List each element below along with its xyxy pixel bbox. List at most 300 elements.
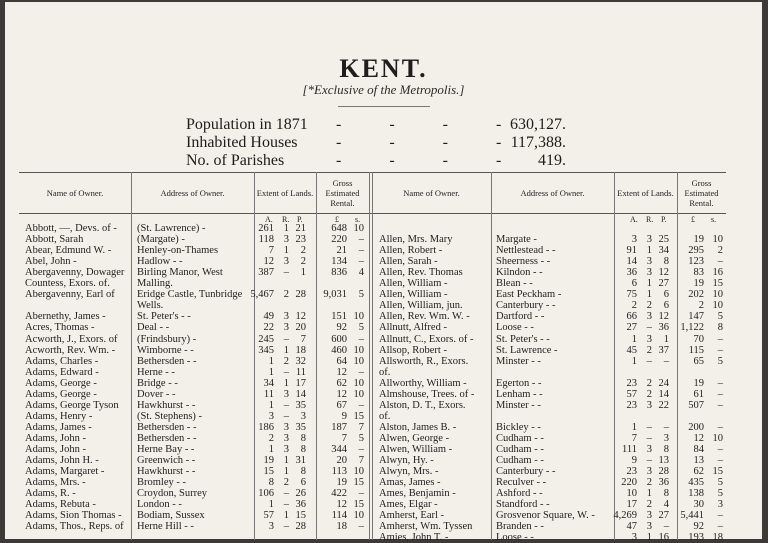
owner-address-right: Cudham - - bbox=[496, 432, 544, 444]
extent-perches-left: 2 bbox=[300, 245, 306, 257]
owner-address-left: Herne Hill - - bbox=[137, 521, 194, 533]
extent-roods-right: – bbox=[646, 322, 652, 334]
owner-address-left: Greenwich - - bbox=[137, 455, 196, 467]
extent-acres-right: 27 bbox=[626, 322, 637, 334]
owner-address-right: St. Lawrence - bbox=[496, 344, 558, 356]
owner-address-left: Hawkhurst - - bbox=[137, 399, 196, 411]
extent-perches-left: 8 bbox=[300, 432, 306, 444]
owner-address-left: Herne Bay - - bbox=[137, 444, 195, 455]
rental-shillings-right: 15 bbox=[712, 278, 723, 290]
owner-address-left: Wimborne - - bbox=[137, 344, 194, 356]
rental-shillings-left: 10 bbox=[353, 223, 364, 234]
extent-perches-left: 8 bbox=[300, 444, 306, 455]
extent-roods-left: 3 bbox=[283, 388, 289, 400]
rental-pounds-right: 19 bbox=[693, 377, 704, 389]
extent-perches-left: 15 bbox=[295, 510, 306, 522]
owner-name-left: Acres, Thomas - bbox=[25, 322, 95, 334]
owner-name-right: Amherst, Wm. Tyssen bbox=[379, 521, 473, 533]
stat-parishes bbox=[186, 152, 566, 172]
rental-shillings-left: 10 bbox=[353, 377, 364, 389]
rental-pounds-right: 507 bbox=[688, 399, 704, 411]
extent-perches-right: 27 bbox=[658, 510, 669, 522]
owner-name-right: Ames, Elgar - bbox=[379, 499, 438, 511]
extent-acres-right: 1 bbox=[631, 333, 637, 345]
extent-roods-right: 3 bbox=[646, 466, 652, 478]
owner-address-left: Dover - - bbox=[137, 388, 176, 400]
extent-roods-left: – bbox=[283, 488, 289, 500]
owner-name-right: of. bbox=[379, 366, 391, 378]
extent-roods-right: 3 bbox=[646, 311, 652, 323]
subheader-acres: A. bbox=[265, 215, 273, 224]
rental-pounds-left: 600 bbox=[331, 333, 347, 345]
extent-perches-right: – bbox=[663, 355, 669, 367]
owner-address-right: Grosvenor Square, W. - bbox=[496, 510, 595, 522]
extent-roods-right: 1 bbox=[646, 289, 652, 301]
extent-acres-left: 2 bbox=[268, 432, 274, 444]
extent-acres-right: 1 bbox=[631, 421, 637, 433]
extent-acres-left: 1 bbox=[268, 366, 274, 378]
extent-acres-left: 11 bbox=[263, 388, 274, 400]
table-row bbox=[19, 433, 726, 444]
owner-name-right: Amherst, Earl - bbox=[379, 510, 445, 522]
owner-address-right: Branden - - bbox=[496, 521, 544, 533]
owner-address-right: Lenham - - bbox=[496, 388, 543, 400]
extent-roods-right: 1 bbox=[646, 278, 652, 290]
owner-name-left: Acworth, J., Exors. of bbox=[25, 333, 118, 345]
extent-roods-right: 3 bbox=[646, 267, 652, 279]
extent-perches-left: 32 bbox=[295, 355, 306, 367]
rental-shillings-right: 10 bbox=[712, 432, 723, 444]
rental-pounds-left: 12 bbox=[336, 499, 347, 511]
stat-value: 419. bbox=[538, 152, 566, 169]
owner-address-right: Loose - - bbox=[496, 532, 534, 543]
extent-roods-left: 1 bbox=[283, 377, 289, 389]
rental-pounds-left: 344 bbox=[331, 444, 347, 455]
owner-address-left: (Frindsbury) - bbox=[137, 333, 197, 345]
extent-acres-left: 1 bbox=[268, 355, 274, 367]
extent-roods-left: 3 bbox=[283, 421, 289, 433]
extent-perches-right: 1 bbox=[663, 333, 669, 345]
owner-name-right: Almshouse, Trees. of - bbox=[379, 388, 475, 400]
stat-leader: - - - - bbox=[336, 134, 524, 151]
extent-perches-left: 8 bbox=[300, 466, 306, 478]
rental-shillings-right: – bbox=[717, 333, 723, 345]
extent-acres-right: 36 bbox=[626, 267, 637, 279]
rental-shillings-left: 10 bbox=[353, 388, 364, 400]
owner-name-left: Adams, Charles - bbox=[25, 355, 99, 367]
extent-roods-left: – bbox=[283, 399, 289, 411]
page-title: KENT. bbox=[339, 54, 428, 83]
rental-shillings-left: – bbox=[358, 521, 364, 533]
owner-address-right: St. Peter's - - bbox=[496, 333, 550, 345]
extent-perches-left: 12 bbox=[295, 311, 306, 323]
owner-address-left: Croydon, Surrey bbox=[137, 488, 207, 500]
rental-pounds-left: 12 bbox=[336, 388, 347, 400]
extent-perches-right: 8 bbox=[663, 444, 669, 455]
rental-shillings-right: – bbox=[717, 399, 723, 411]
table-row bbox=[19, 499, 726, 510]
rental-shillings-right: 16 bbox=[712, 267, 723, 279]
owner-address-right: Ashford - - bbox=[496, 488, 543, 500]
owner-address-left: Bridge - - bbox=[137, 377, 178, 389]
extent-perches-right: – bbox=[663, 521, 669, 533]
owner-name-left: Adams, George - bbox=[25, 388, 97, 400]
extent-perches-right: 8 bbox=[663, 488, 669, 500]
extent-roods-left: 3 bbox=[283, 432, 289, 444]
rental-pounds-right: 83 bbox=[693, 267, 704, 279]
extent-acres-right: 9 bbox=[631, 455, 637, 467]
rental-shillings-left: – bbox=[358, 234, 364, 246]
rental-shillings-left: 4 bbox=[358, 267, 364, 279]
extent-acres-right: 45 bbox=[626, 344, 637, 356]
extent-perches-right: 36 bbox=[658, 477, 669, 489]
table-row bbox=[19, 422, 726, 433]
rental-pounds-right: 92 bbox=[693, 521, 704, 533]
owner-name-right: Allen, Robert - bbox=[379, 245, 443, 257]
owner-name-right: Alwen, William - bbox=[379, 444, 453, 455]
extent-acres-left: 8 bbox=[268, 477, 274, 489]
rental-shillings-left: 10 bbox=[353, 466, 364, 478]
owner-name-right: Allsworth, R., Exors. bbox=[379, 355, 469, 367]
owner-address-right: Sheerness - - bbox=[496, 256, 551, 268]
rental-shillings-right: – bbox=[717, 421, 723, 433]
owner-name-right: Allen, William, jun. bbox=[379, 300, 463, 312]
stat-leader: - - - - bbox=[336, 116, 524, 133]
table-row bbox=[19, 356, 726, 367]
subheader-perches: P. bbox=[661, 215, 667, 224]
owner-address-right: East Peckham - bbox=[496, 289, 562, 301]
rental-shillings-left: – bbox=[358, 333, 364, 345]
extent-acres-left: 387 bbox=[258, 267, 274, 279]
owner-name-right: Amies, John T. - bbox=[379, 532, 449, 543]
rental-pounds-right: 115 bbox=[688, 344, 704, 356]
extent-acres-left: 106 bbox=[258, 488, 274, 500]
table-row bbox=[19, 334, 726, 345]
rental-pounds-left: 18 bbox=[336, 521, 347, 533]
rental-shillings-right: 5 bbox=[717, 355, 723, 367]
rental-pounds-left: 134 bbox=[331, 256, 347, 268]
extent-roods-left: 1 bbox=[283, 344, 289, 356]
rental-shillings-left: 10 bbox=[353, 355, 364, 367]
extent-acres-left: 118 bbox=[258, 234, 274, 246]
extent-perches-left: 11 bbox=[295, 366, 306, 378]
extent-roods-left: 3 bbox=[283, 311, 289, 323]
extent-perches-left: 1 bbox=[300, 267, 306, 279]
rental-pounds-left: 220 bbox=[331, 234, 347, 246]
owner-address-right: Minster - - bbox=[496, 399, 541, 411]
extent-acres-left: 7 bbox=[268, 245, 274, 257]
owner-address-right: Cudham - - bbox=[496, 444, 544, 455]
owner-name-left: Adams, R. - bbox=[25, 488, 76, 500]
owner-address-left: St. Peter's - - bbox=[137, 311, 191, 323]
extent-acres-right: 17 bbox=[626, 499, 637, 511]
extent-acres-right: 14 bbox=[626, 256, 637, 268]
rental-shillings-left: 5 bbox=[358, 432, 364, 444]
extent-perches-right: 14 bbox=[658, 388, 669, 400]
rental-shillings-right: – bbox=[717, 256, 723, 268]
extent-roods-right: – bbox=[646, 455, 652, 467]
extent-roods-left: – bbox=[283, 499, 289, 511]
rental-shillings-right: – bbox=[717, 377, 723, 389]
owner-name-right: Alwyn, Hy. - bbox=[379, 455, 434, 467]
owner-address-left: (St. Stephens) - bbox=[137, 410, 203, 422]
table-row bbox=[19, 367, 726, 378]
rental-shillings-left: 7 bbox=[358, 421, 364, 433]
table-row bbox=[19, 378, 726, 389]
extent-perches-right: 24 bbox=[658, 377, 669, 389]
owner-name-left: Adams, Thos., Reps. of bbox=[25, 521, 124, 533]
extent-acres-left: 22 bbox=[263, 322, 274, 334]
extent-roods-left: 1 bbox=[283, 455, 289, 467]
table-row bbox=[19, 466, 726, 477]
extent-roods-left: 3 bbox=[283, 256, 289, 268]
owner-name-left: Adams, James - bbox=[25, 421, 92, 433]
owner-name-right: Allnutt, C., Exors. of - bbox=[379, 333, 474, 345]
owner-address-left: Henley-on-Thames bbox=[137, 245, 219, 257]
header-name-left: Name of Owner. bbox=[46, 188, 104, 198]
rental-shillings-right: – bbox=[717, 444, 723, 455]
extent-perches-left: 14 bbox=[295, 388, 306, 400]
rental-shillings-left: – bbox=[358, 366, 364, 378]
extent-perches-right: 6 bbox=[663, 300, 669, 312]
extent-roods-right: 3 bbox=[646, 333, 652, 345]
table-row bbox=[19, 400, 726, 411]
subheader-pounds: £ bbox=[335, 215, 339, 224]
owner-address-left: London - - bbox=[137, 499, 182, 511]
extent-acres-right: 23 bbox=[626, 399, 637, 411]
table-row bbox=[19, 289, 726, 300]
owner-address-right: Reculver - - bbox=[496, 477, 547, 489]
extent-acres-left: 19 bbox=[263, 455, 274, 467]
extent-roods-left: 3 bbox=[283, 444, 289, 455]
rental-pounds-left: 64 bbox=[336, 355, 347, 367]
rental-pounds-left: 151 bbox=[331, 311, 347, 323]
rental-shillings-left: 15 bbox=[353, 410, 364, 422]
rental-shillings-right: 5 bbox=[717, 488, 723, 500]
rental-pounds-left: 113 bbox=[331, 466, 347, 478]
extent-acres-left: 186 bbox=[258, 421, 274, 433]
owner-address-right: Egerton - - bbox=[496, 377, 542, 389]
extent-roods-right: 2 bbox=[646, 499, 652, 511]
extent-roods-right: 1 bbox=[646, 488, 652, 500]
rental-pounds-right: 61 bbox=[693, 388, 704, 400]
extent-perches-right: 12 bbox=[658, 267, 669, 279]
table-row bbox=[19, 389, 726, 400]
owner-name-left: Adams, John - bbox=[25, 432, 86, 444]
rental-pounds-right: 2 bbox=[698, 300, 704, 312]
rental-shillings-left: – bbox=[358, 399, 364, 411]
extent-perches-left: 17 bbox=[295, 377, 306, 389]
extent-perches-left: 23 bbox=[295, 234, 306, 246]
owner-name-left: Abbott, —, Devs. of - bbox=[25, 223, 117, 234]
owner-name-left: Adams, Edward - bbox=[25, 366, 99, 378]
rental-pounds-right: 147 bbox=[688, 311, 704, 323]
rental-shillings-right: 10 bbox=[712, 300, 723, 312]
rental-pounds-right: 84 bbox=[693, 444, 704, 455]
owner-address-left: Bethersden - - bbox=[137, 421, 197, 433]
stat-leader: - - - - bbox=[336, 152, 524, 169]
extent-acres-left: 3 bbox=[268, 521, 274, 533]
extent-acres-right: 57 bbox=[626, 388, 637, 400]
extent-acres-right: 6 bbox=[631, 278, 637, 290]
rental-pounds-right: 12 bbox=[693, 432, 704, 444]
table-row bbox=[19, 278, 726, 289]
owner-name-left: Abernethy, James - bbox=[25, 311, 106, 323]
owner-address-left: (Margate) - bbox=[137, 234, 185, 246]
owner-address-left: Birling Manor, West bbox=[137, 267, 223, 279]
rental-shillings-left: 5 bbox=[358, 322, 364, 334]
table-row bbox=[19, 223, 726, 234]
owner-address-left: Bromley - - bbox=[137, 477, 186, 489]
extent-roods-right: – bbox=[646, 421, 652, 433]
extent-perches-left: 35 bbox=[295, 399, 306, 411]
owner-address-right: Margate - bbox=[496, 234, 537, 246]
owner-name-left: Abel, John - bbox=[25, 256, 77, 268]
extent-perches-right: 22 bbox=[658, 399, 669, 411]
owner-name-left: Adams, Margaret - bbox=[25, 466, 105, 478]
rental-pounds-left: 9 bbox=[341, 410, 347, 422]
extent-perches-left: 31 bbox=[295, 455, 306, 467]
owner-name-left: Adams, Mrs. - bbox=[25, 477, 86, 489]
rental-shillings-left: 10 bbox=[353, 344, 364, 356]
extent-acres-right: 4,269 bbox=[613, 510, 637, 522]
owner-address-left: Herne - - bbox=[137, 366, 175, 378]
extent-acres-left: 3 bbox=[268, 410, 274, 422]
rental-shillings-right: – bbox=[717, 521, 723, 533]
subheader-acres: A. bbox=[630, 215, 638, 224]
extent-roods-right: 3 bbox=[646, 399, 652, 411]
extent-acres-right: 111 bbox=[622, 444, 637, 455]
extent-roods-right: 2 bbox=[646, 344, 652, 356]
rental-shillings-right: – bbox=[717, 388, 723, 400]
rental-pounds-right: 5,441 bbox=[680, 510, 704, 522]
rental-shillings-right: 3 bbox=[717, 499, 723, 511]
rental-shillings-left: – bbox=[358, 444, 364, 455]
owner-name-left: Adams, Henry - bbox=[25, 410, 93, 422]
extent-roods-left: 1 bbox=[283, 245, 289, 257]
rental-pounds-right: 435 bbox=[688, 477, 704, 489]
extent-roods-right: 3 bbox=[646, 521, 652, 533]
table-row bbox=[19, 488, 726, 499]
rental-pounds-left: 460 bbox=[331, 344, 347, 356]
owner-name-right: Allsop, Robert - bbox=[379, 344, 447, 356]
owner-name-right: Allen, Sarah - bbox=[379, 256, 438, 268]
header-address-left: Address of Owner. bbox=[160, 188, 225, 198]
extent-acres-right: 220 bbox=[621, 477, 637, 489]
extent-perches-right: 3 bbox=[663, 432, 669, 444]
extent-roods-right: 3 bbox=[646, 234, 652, 246]
extent-acres-left: 49 bbox=[263, 311, 274, 323]
owner-address-right: Kilndon - - bbox=[496, 267, 543, 279]
extent-roods-right: 2 bbox=[646, 477, 652, 489]
extent-perches-right: 16 bbox=[658, 532, 669, 543]
extent-roods-left: 3 bbox=[283, 234, 289, 246]
rental-shillings-left: – bbox=[358, 245, 364, 257]
rental-pounds-right: 19 bbox=[693, 278, 704, 290]
rental-pounds-right: 1,122 bbox=[680, 322, 704, 334]
extent-roods-right: 3 bbox=[646, 510, 652, 522]
owner-name-left: Adams, John - bbox=[25, 444, 86, 455]
rental-shillings-left: 10 bbox=[353, 510, 364, 522]
owner-address-left: (St. Lawrence) - bbox=[137, 223, 206, 234]
owner-address-left: Eridge Castle, Tunbridge bbox=[137, 289, 243, 301]
rental-pounds-right: 62 bbox=[693, 466, 704, 478]
extent-acres-left: 5,467 bbox=[250, 289, 274, 301]
rental-pounds-left: 648 bbox=[331, 223, 347, 234]
extent-roods-left: – bbox=[283, 333, 289, 345]
owner-name-right: Alston, James B. - bbox=[379, 421, 457, 433]
rental-pounds-left: 422 bbox=[331, 488, 347, 500]
owner-name-right: Alwyn, Mrs. - bbox=[379, 466, 439, 478]
table-row bbox=[19, 444, 726, 455]
owner-name-left: Abear, Edmund W. - bbox=[25, 245, 112, 257]
extent-acres-right: 66 bbox=[626, 311, 637, 323]
rental-pounds-right: 123 bbox=[688, 256, 704, 268]
extent-acres-right: 1 bbox=[631, 355, 637, 367]
owner-address-left: Bethersden - - bbox=[137, 432, 197, 444]
extent-acres-left: 1 bbox=[268, 399, 274, 411]
subheader-roods: R. bbox=[646, 215, 654, 224]
owner-address-right: Blean - - bbox=[496, 278, 533, 290]
extent-perches-left: 7 bbox=[300, 333, 306, 345]
extent-acres-left: 1 bbox=[268, 444, 274, 455]
owner-address-left: Bodiam, Sussex bbox=[137, 510, 205, 522]
extent-roods-left: 1 bbox=[283, 510, 289, 522]
owner-address-left: Malling. bbox=[137, 278, 173, 290]
extent-perches-left: 3 bbox=[300, 410, 306, 422]
rental-shillings-right: 15 bbox=[712, 466, 723, 478]
owner-address-left: Hawkhurst - - bbox=[137, 466, 196, 478]
extent-roods-left: 2 bbox=[283, 355, 289, 367]
rental-pounds-left: 12 bbox=[336, 366, 347, 378]
table-row bbox=[19, 345, 726, 356]
extent-perches-left: 6 bbox=[300, 477, 306, 489]
rental-pounds-left: 67 bbox=[336, 399, 347, 411]
rental-pounds-right: 19 bbox=[693, 234, 704, 246]
rental-pounds-left: 9,031 bbox=[323, 289, 347, 301]
rental-pounds-right: 193 bbox=[688, 532, 704, 543]
extent-acres-right: 3 bbox=[631, 532, 637, 543]
subheader-pounds: £ bbox=[691, 215, 695, 224]
rental-shillings-left: 5 bbox=[358, 289, 364, 301]
extent-acres-right: 23 bbox=[626, 466, 637, 478]
owner-name-right: Allen, Rev. Thomas bbox=[379, 267, 463, 279]
owner-name-right: Amas, James - bbox=[379, 477, 441, 489]
extent-perches-right: 25 bbox=[658, 234, 669, 246]
extent-roods-left: 2 bbox=[283, 289, 289, 301]
extent-roods-right: 3 bbox=[646, 444, 652, 455]
header-extent-left: Extent of Lands. bbox=[256, 188, 314, 198]
extent-acres-right: 3 bbox=[631, 234, 637, 246]
subheader-shillings: s. bbox=[355, 215, 361, 224]
extent-perches-left: 28 bbox=[295, 289, 306, 301]
rental-pounds-left: 7 bbox=[341, 432, 347, 444]
subheader-shillings: s. bbox=[711, 215, 717, 224]
rental-shillings-right: 2 bbox=[717, 245, 723, 257]
rental-pounds-left: 21 bbox=[336, 245, 347, 257]
extent-acres-right: 23 bbox=[626, 377, 637, 389]
owner-name-right: Allen, William - bbox=[379, 278, 448, 290]
rental-pounds-left: 19 bbox=[336, 477, 347, 489]
owner-name-left: Countess, Exors. of. bbox=[25, 278, 110, 290]
owner-name-right: Allworthy, William - bbox=[379, 377, 467, 389]
owner-address-right: Nettlestead - - bbox=[496, 245, 556, 257]
stat-population bbox=[186, 116, 566, 136]
extent-roods-left: – bbox=[283, 410, 289, 422]
table-row bbox=[19, 477, 726, 488]
owner-name-right: of. bbox=[379, 410, 391, 422]
extent-perches-left: 26 bbox=[295, 488, 306, 500]
